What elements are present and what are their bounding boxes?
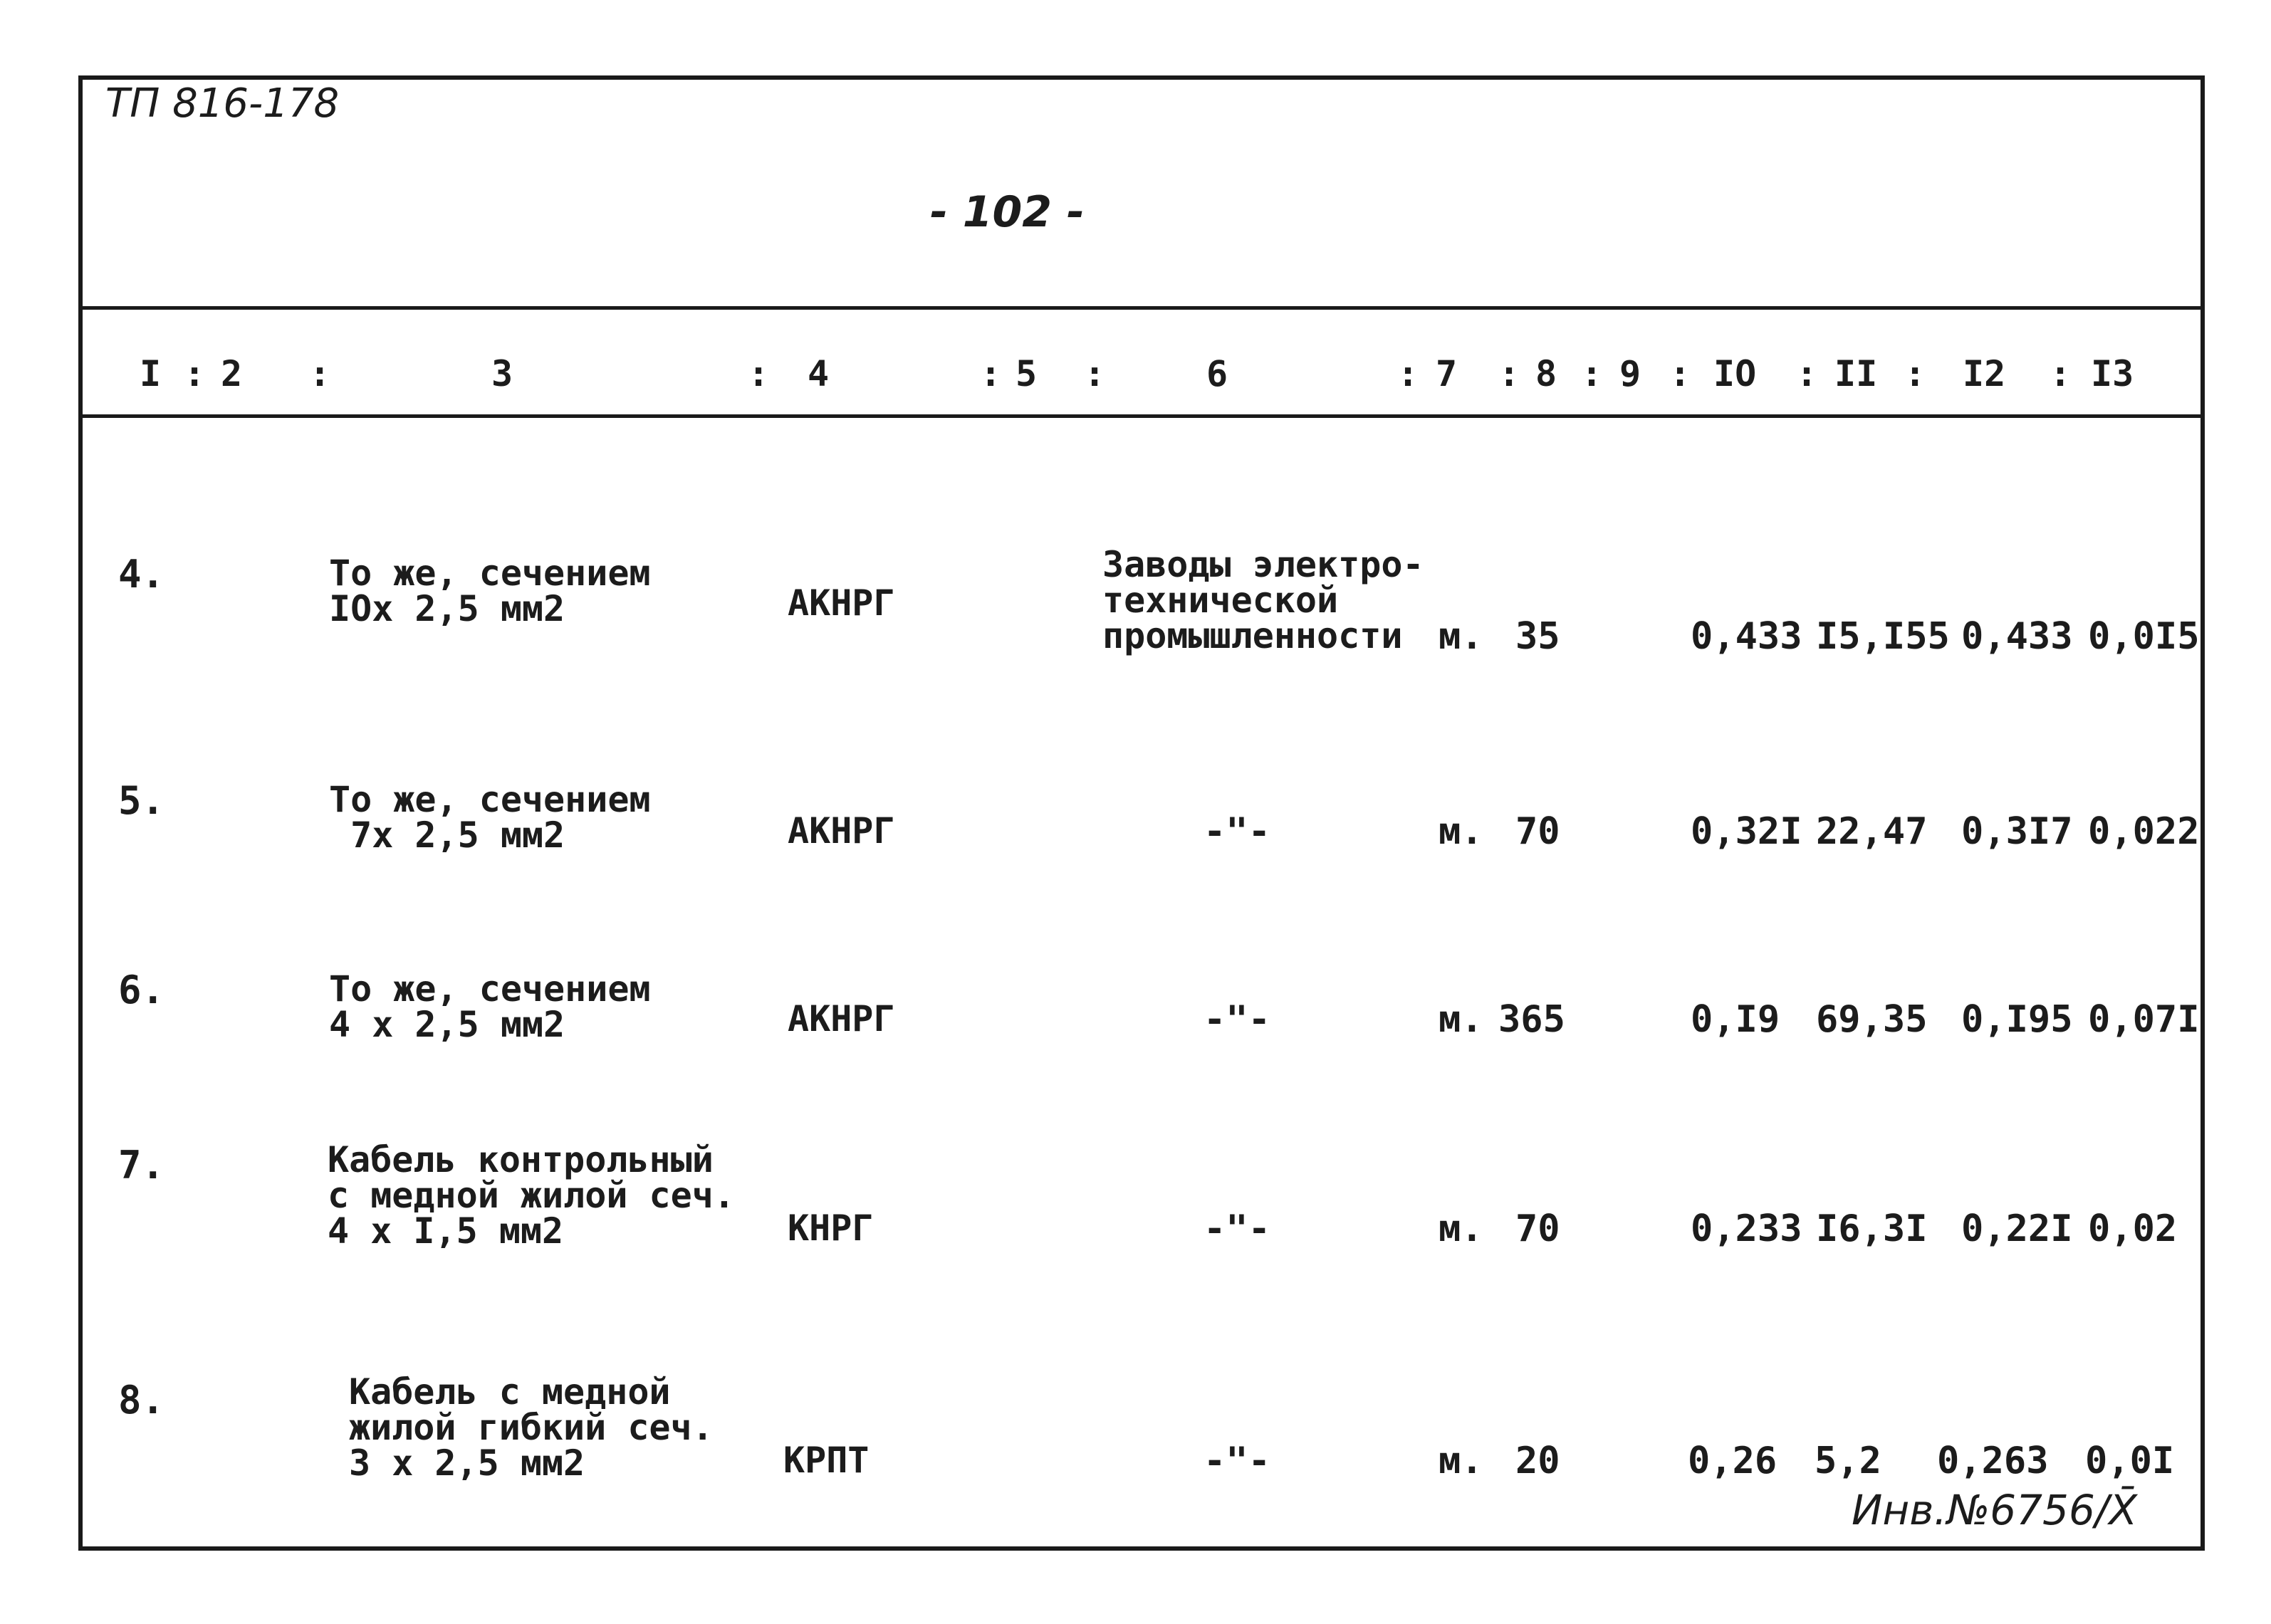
header-divider <box>83 306 2200 310</box>
column-separator: : <box>1498 353 1520 394</box>
value-col10: 0,433 <box>1691 615 1802 658</box>
value-col10: 0,26 <box>1688 1440 1777 1482</box>
column-header: I2 <box>1963 353 2006 394</box>
item-description-line: Кабель контрольный <box>328 1139 714 1180</box>
item-description-line: 4 х 2,5 мм2 <box>329 1004 565 1045</box>
value-col13: 0,02 <box>2088 1207 2178 1250</box>
column-separator: : <box>309 353 331 394</box>
quantity: 35 <box>1515 615 1560 658</box>
column-separator: : <box>2050 353 2072 394</box>
column-header: 6 <box>1206 353 1228 394</box>
item-description-line: 7х 2,5 мм2 <box>329 814 565 856</box>
value-col12: 0,433 <box>1961 615 2073 658</box>
cable-mark: АКНРГ <box>788 810 895 852</box>
quantity: 70 <box>1515 810 1560 853</box>
row-number: 4. <box>118 552 165 597</box>
quantity: 70 <box>1515 1207 1560 1250</box>
column-separator: : <box>1904 353 1926 394</box>
value-col13: 0,0I <box>2085 1440 2175 1482</box>
value-col10: 0,233 <box>1691 1207 1802 1250</box>
row-number: 6. <box>118 968 165 1012</box>
value-col12: 0,I95 <box>1961 998 2073 1041</box>
manufacturer-ditto: -"- <box>1204 998 1270 1041</box>
column-header: 7 <box>1436 353 1458 394</box>
value-col11: I5,I55 <box>1816 615 1950 658</box>
unit: м. <box>1439 1207 1483 1250</box>
value-col10: 0,I9 <box>1691 998 1780 1041</box>
unit: м. <box>1439 810 1483 853</box>
value-col12: 0,22I <box>1961 1207 2073 1250</box>
value-col11: 5,2 <box>1815 1440 1881 1482</box>
column-header: I <box>140 353 162 394</box>
manufacturer-line: Заводы электро- <box>1102 544 1424 585</box>
row-number: 8. <box>118 1378 165 1423</box>
value-col10: 0,32I <box>1691 810 1802 853</box>
unit: м. <box>1439 1440 1483 1482</box>
column-separator: : <box>184 353 206 394</box>
page-number: - 102 - <box>930 187 1085 237</box>
manufacturer-ditto: -"- <box>1204 1207 1270 1250</box>
cable-mark: КРПТ <box>783 1440 870 1481</box>
manufacturer-ditto: -"- <box>1204 1440 1270 1482</box>
column-separator: : <box>1397 353 1419 394</box>
column-header: 9 <box>1619 353 1641 394</box>
inventory-number: Инв.№6756/X̄ <box>1852 1486 2138 1534</box>
column-header-divider <box>83 414 2200 418</box>
quantity: 20 <box>1515 1440 1560 1482</box>
column-separator: : <box>1796 353 1818 394</box>
item-description-line: IOх 2,5 мм2 <box>329 588 565 629</box>
cable-mark: КНРГ <box>788 1207 874 1249</box>
value-col13: 0,07I <box>2088 998 2200 1041</box>
value-col13: 0,022 <box>2088 810 2200 853</box>
unit: м. <box>1439 615 1483 658</box>
value-col12: 0,263 <box>1937 1440 2049 1482</box>
item-description-line: То же, сечением <box>329 968 651 1010</box>
manufacturer-ditto: -"- <box>1204 810 1270 853</box>
column-header: IO <box>1713 353 1757 394</box>
column-header: 3 <box>491 353 513 394</box>
item-description-line: То же, сечением <box>329 779 651 820</box>
quantity: 365 <box>1498 998 1565 1041</box>
item-description-line: 3 х 2,5 мм2 <box>349 1442 585 1484</box>
value-col12: 0,3I7 <box>1961 810 2073 853</box>
value-col11: 22,47 <box>1816 810 1928 853</box>
value-col11: I6,3I <box>1816 1207 1928 1250</box>
column-separator: : <box>1669 353 1691 394</box>
cable-mark: АКНРГ <box>788 582 895 624</box>
cable-mark: АКНРГ <box>788 998 895 1039</box>
column-header: II <box>1834 353 1878 394</box>
column-header: 4 <box>808 353 830 394</box>
document-code: ТП 816-178 <box>105 80 340 127</box>
item-description-line: 4 х I,5 мм2 <box>328 1210 564 1252</box>
item-description-line: жилой гибкий сеч. <box>349 1407 714 1448</box>
column-separator: : <box>980 353 1002 394</box>
column-header: I3 <box>2091 353 2134 394</box>
column-header: 8 <box>1535 353 1557 394</box>
value-col13: 0,0I5 <box>2088 615 2200 658</box>
item-description-line: Кабель с медной <box>349 1371 671 1413</box>
column-separator: : <box>1581 353 1603 394</box>
column-header: 2 <box>221 353 243 394</box>
manufacturer-line: промышленности <box>1102 615 1403 656</box>
row-number: 7. <box>118 1143 165 1188</box>
unit: м. <box>1439 998 1483 1041</box>
column-separator: : <box>748 353 770 394</box>
item-description-line: с медной жилой сеч. <box>328 1175 735 1216</box>
item-description-line: То же, сечением <box>329 552 651 594</box>
column-header: 5 <box>1016 353 1038 394</box>
manufacturer-line: технической <box>1102 580 1339 621</box>
row-number: 5. <box>118 778 165 823</box>
column-separator: : <box>1084 353 1106 394</box>
value-col11: 69,35 <box>1816 998 1928 1041</box>
